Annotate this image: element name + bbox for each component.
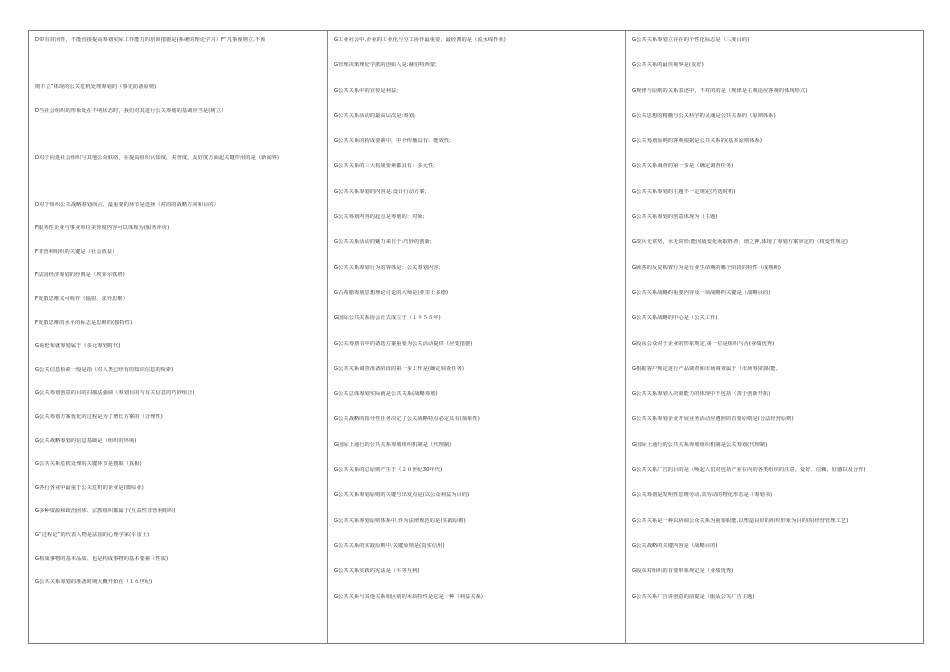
list-item: G公共关系的实践原则中,关键原则是(真实信用)	[334, 542, 445, 549]
list-item: G公关信息检索一般是指（对人类已经有的知识信息的检索)	[35, 366, 174, 373]
column-right	[625, 31, 924, 643]
list-item: G公共关系筹划原则体系中,作为法律规范的是(实践原则)	[334, 517, 466, 524]
list-item: G股东公众对于企业的形象规定,第一位是组织与否(业绩优秀)	[632, 340, 775, 347]
list-item: G公共关系与其他关系相区别的本质特性是它是一种（利益关系)	[334, 593, 484, 600]
list-item: G公共关系调查准备阶段的第一步工作是(确定调查任务)	[334, 365, 464, 372]
list-item: F法国经济筹划的经典是（埃菲尔铁塔)	[35, 272, 125, 279]
list-item: G“过程论”的代表人物是法国的心理学家(平雷士)	[35, 531, 150, 538]
list-item: G公关筹划创意的目的扫描法强调（筹划目的与有关信息的巧妙组合)	[35, 390, 195, 397]
list-item: G公关筹划方案优化的过程是为了增长方案的（合理性)	[35, 413, 163, 420]
list-item: G公共关系战略约重要内容及一项战略约关键是（战略目的)	[632, 289, 771, 296]
column-left	[29, 31, 326, 643]
list-item: G公关战略的关键内容是（战略目的)	[632, 542, 718, 549]
list-item: G公共关系的最佳境界是(友好)	[632, 62, 704, 69]
list-item: G公共关系筹划原则的关键与出发点是(以公众利益为目的)	[334, 492, 470, 499]
list-item: G公关筹划内容的起点是筹划的：对象;	[334, 214, 425, 221]
list-item: G公关筹划原则的客观根据是公共关系的(基本原则体系)	[632, 138, 762, 145]
entry-list	[626, 31, 924, 619]
list-item: G公共关系的三大构成要素都具有：多元性;	[334, 163, 436, 170]
list-item: G公共关系广告的目的是（唤起人们对包括产业在内的各类组织的注意、爱好、信赖、好感以及合作)	[632, 467, 866, 474]
column-middle	[327, 31, 625, 643]
list-item: G国际上通行的公共关系筹划组织机制是公关筹划(代理制)	[632, 441, 768, 448]
list-item: G公共关系是一种以协调公众关系为重要职能,以塑造良好的组织形象为目的的(经营管理工艺)	[632, 517, 849, 524]
list-item: G哥伦布就筹划属于（多元筹划时代)	[35, 343, 121, 350]
list-item: F服务性企业与事业单位美誉度内容可以体现为(服务评价)	[35, 225, 170, 232]
list-item: G工业社会中,企业的工业化与分工协作最重要、最经典的是（流水线作业)	[334, 37, 506, 43]
list-item: G公共关系筹划的创意体现为（主题)	[632, 214, 718, 221]
list-item: G公共关系筹划企业开展业务活动应遵照的首要原则是(合法经营原则)	[632, 416, 794, 423]
list-item: G公关筹划书中的备选方案重要为公关活动提供（应变措施)	[334, 340, 473, 347]
list-item: G根据客户规定进行产品调查和市场调查属于（市场筹)的职能。	[632, 365, 782, 372]
list-item: G公关总体筹划实际就是公共关系(战略筹划)	[334, 391, 438, 398]
list-item: G多种资源和政治团体、宗教组织都属于(互益性非营利组织)	[35, 508, 176, 515]
list-item: 则不立”体现的公关危机处理筹划的（事先防备原则)	[35, 84, 157, 90]
list-item: G公共关系活动的魅力来自于:巧妙的创新;	[334, 239, 432, 246]
list-item: G公共关系调查的第一步是（确定调查任务)	[632, 163, 734, 170]
list-item: G管理决策理论学派的创始人是:赫伯特西蒙;	[334, 62, 437, 69]
list-item: G各行各业中最重于公关危机的企业是(微综业)	[35, 484, 144, 491]
list-item: G公关战略筹划的信息基础是（组织的环境)	[35, 437, 137, 444]
list-item: G公共关系筹划的内容是:设计行动方案;	[334, 188, 427, 195]
list-item: G古希腊筹划思想理论讨论的大师是(亚里士多德)	[334, 289, 449, 296]
list-item: G国际公共关系协会正式成立于（１９５５年)	[334, 315, 441, 322]
list-item: F非营利组织的关键是（社会效益）	[35, 248, 118, 255]
list-item: G公共关系危机处理的关键环节是搜取（真相)	[35, 461, 142, 468]
list-item: G公共关系筹划人决策能力的体现中不包括（善于创新开拓)	[632, 391, 771, 398]
list-item: G股东对组织的首要形象规定是（业绩优秀)	[632, 568, 734, 575]
list-item: D当社会组织的形象处在不明状态时，我们对其进行公关筹划的基调应当是(树立）	[35, 107, 227, 114]
list-item: G公共关系筹划的主题不一定规定(巧选时机)	[632, 188, 736, 195]
entry-list	[328, 31, 625, 619]
list-item: G公共关系的总原则产生于（２０世纪30年代)	[334, 467, 443, 474]
list-item: G顾客的反复购置行为是行业生命期的哪个阶段的特性（成熟期)	[632, 264, 782, 271]
list-item: F发散思维的水平的标志是思维的(独特性)	[35, 319, 133, 326]
list-item: G公关思想的精髓与公关科学的灵魂是公共关系的（原则体系)	[632, 112, 776, 119]
list-item: G公共关系实践的宪法是（平等互利)	[334, 568, 420, 575]
list-item: G故兵无常势，水无常形;能因敌变化而取胜者，谓之神,体现了筹划方案审定的（权变性规定)	[632, 239, 849, 246]
list-item: G构成事物的基本品质、也是构成事物的基本要素（性质)	[35, 555, 169, 562]
list-item: G公共关系筹划行为的客体是：公关筹划内容;	[334, 264, 441, 271]
list-item: F发散思维又可称作（辐射、求异思维）	[35, 295, 128, 302]
entry-list	[29, 31, 326, 603]
list-item: G公共关系广告讲创意的前提是（服从公关广告主题)	[632, 593, 755, 600]
list-item: G规律与原则的关系表述中，不对的的是（规律是主观适应客观的体现形式)	[632, 87, 808, 94]
list-item: G公关筹划是发明性思维劳动,其劳动的物化形态是（筹划书)	[632, 492, 773, 499]
list-item: G国际上通行的公共关系筹划组织机制是（代理制)	[334, 441, 452, 448]
list-item: G公共关系的构成要素中，中介传播具有：能效性;	[334, 138, 452, 145]
list-item: G公共关系战略的中心是（公关工作)	[632, 315, 718, 322]
list-item: G公关战略的指导性任务决定了公关战略特点必定具有(抽象性)	[334, 416, 480, 423]
document-page	[28, 30, 924, 644]
list-item: G公共关系中的宣传是利益;	[334, 87, 399, 94]
list-item: G公共关系活动的最高层次是:筹划;	[334, 112, 416, 119]
list-item: D对于组织公关战略筹划而言，最重要的环节是选择（对的的战略方向和目的）	[35, 201, 219, 208]
list-item: D对于向进社会组织与其他公众联络，在提高组织认知度，美誉度，友好度方面起关键作用的是（新闻界)	[35, 154, 280, 161]
list-item: G公共关系筹划立存在的个性化标志是（三度目的)	[632, 37, 750, 43]
list-item: G公共关系筹划的准备时期大概开始在（１６世纪)	[35, 579, 153, 586]
list-item: D带有封闭性，不能直接提高筹划实际工作能力的培训措施是(系统的理论学习）F“凡事预则立,不预	[35, 37, 266, 43]
